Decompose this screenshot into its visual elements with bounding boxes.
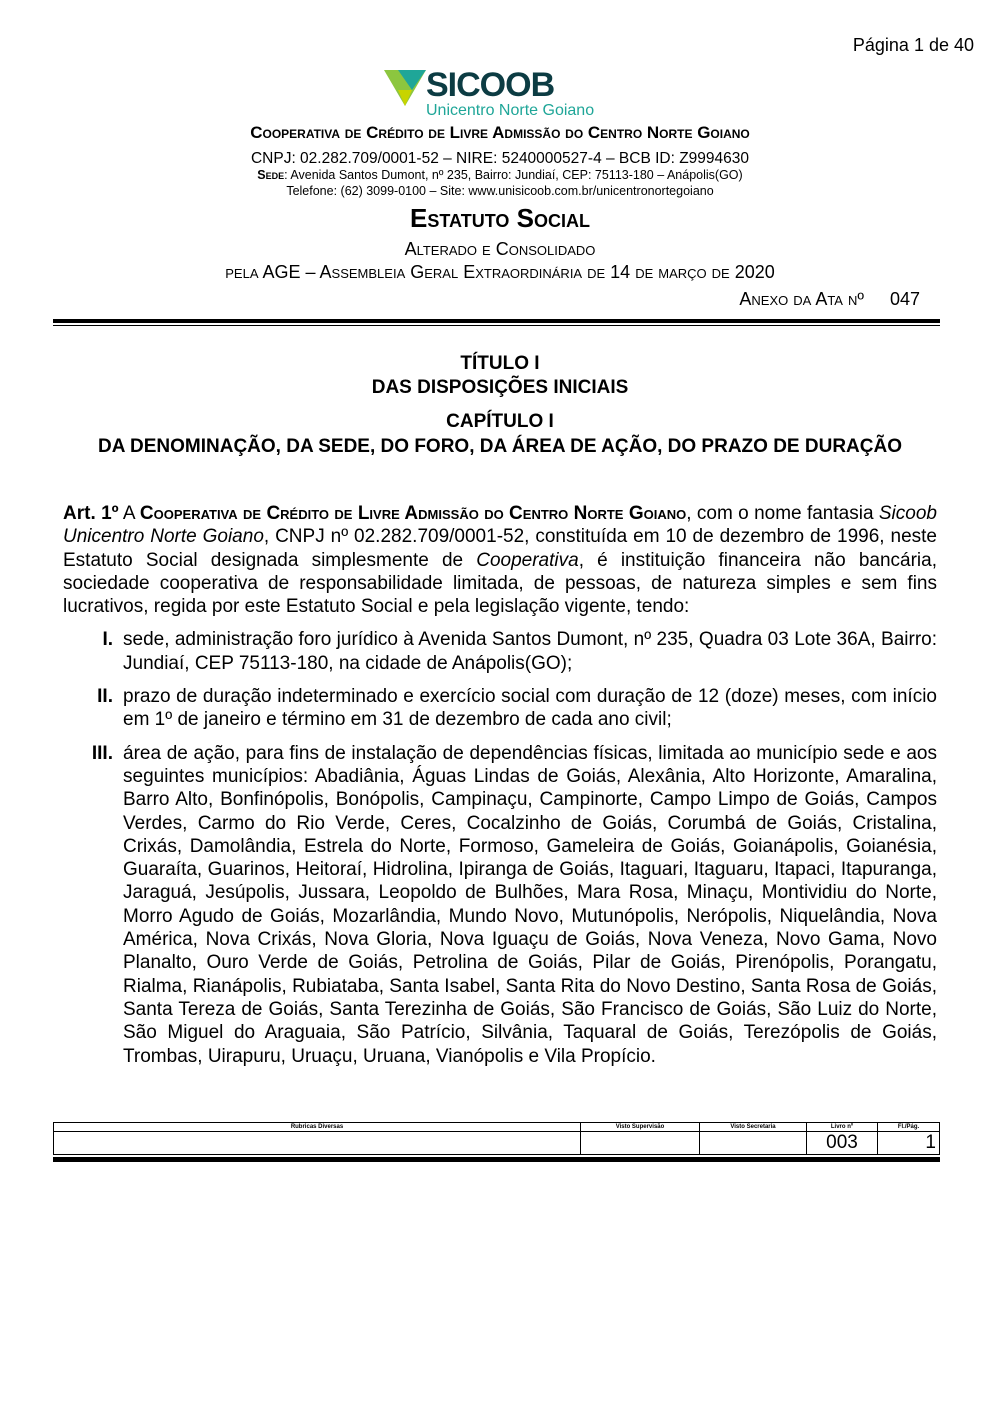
fantasy-name: Sicoob Unicentro Norte Goiano — [63, 503, 937, 548]
header-visto-supervisao: Visto Supervisão — [581, 1123, 700, 1132]
coop-name: Cooperativa de Crédito de Livre Admissão do Centro Norte Goiano — [139, 503, 687, 524]
title-name: DAS DISPOSIÇÕES INICIAIS — [371, 377, 629, 398]
text: A — [118, 503, 140, 524]
text: , CNPJ nº 02.282.709/0001-52, constituída em 10 de dezembro de 1996, neste Estatuto Social designada simplesmente de — [63, 526, 937, 571]
sede-text: : Avenida Santos Dumont, nº 235, Bairro: Jundiaí, CEP: 75113-180 – Anápolis(GO) — [284, 168, 743, 182]
value-rubricas — [54, 1132, 581, 1155]
logo-brand: SICOOB — [426, 66, 555, 104]
header-rule-thin — [53, 325, 940, 326]
title-heading: TÍTULO I — [460, 353, 540, 374]
header-livro: Livro nº — [807, 1123, 878, 1132]
header-folha: Fl./Pág. — [878, 1123, 940, 1132]
value-visto-supervisao — [581, 1132, 700, 1155]
item-text: área de ação, para fins de instalação de dependências físicas, limitada ao município sede e aos seguintes municípios: Abadiânia, Águas Lindas de Goiás, Alexânia, Alto Horizonte, Amaralina, Barro Alto, Bonfinópolis, Bonópolis, Campinaçu, Campinorte, Campo Limpo de Goiás, Campos Verdes, Carmo do Rio Verde, Ceres, Cocalzinho de Goiás, Corumbá de Goiás, Cristalina, Crixás, Damolândia, Estrela do Norte, Formoso, Gameleira de Goiás, Goianápolis, Goianésia, Guaraíta, Guarinos, Heitoraí, Hidrolina, Ipiranga de Goiás, Itaguari, Itaguaru, Itapaci, Itapuranga, Jaraguá, Jesúpolis, Jussara, Leopoldo de Bulhões, Mara Rosa, Minaçu, Montividiu do Norte, Morro Agudo de Goiás, Mozarlândia, Mundo Novo, Mutunópolis, Nerópolis, Niquelândia, Nova América, Nova Crixás, Nova Gloria, Nova Iguaçu de Goiás, Nova Veneza, Novo Gama, Novo Planalto, Ouro Verde de Goiás, Petrolina de Goiás, Pilar de Goiás, Pirenópolis, Porangatu, Rialma, Rianápolis, Rubiataba, Santa Isabel, Santa Rita do Novo Destino, Santa Rosa de Goiás, Santa Tereza de Goiás, Santa Terezinha de Goiás, São Francisco de Goiás, São Luiz do Norte, São Miguel do Araguaia, São Patrício, Silvânia, Taquaral de Goiás, Terezópolis de Goiás, Trombas, Uirapuru, Uruaçu, Uruana, Vianópolis e Vila Propício. — [123, 742, 937, 1067]
item-text: prazo de duração indeterminado e exercício social com duração de 12 (doze) meses, com início em 1º de janeiro e término em 31 de dezembro de cada ano civil; — [123, 686, 937, 731]
annex-line — [739, 289, 920, 310]
chapter-heading: CAPÍTULO I — [446, 411, 554, 432]
list-item — [63, 685, 937, 732]
coop-short: Cooperativa — [476, 549, 579, 571]
value-folha: 1 — [878, 1132, 940, 1155]
cooperative-name: Cooperativa de Crédito de Livre Admissão do Centro Norte Goiano — [250, 123, 750, 142]
article-label: Art. 1º — [63, 503, 119, 524]
address-line — [0, 168, 1000, 182]
subtitle-assembly: pela AGE – Assembleia Geral Extraordinária de 14 de março de 2020 — [225, 262, 775, 282]
header-visto-secretaria: Visto Secretaria — [700, 1123, 807, 1132]
logo-subtitle: Unicentro Norte Goiano — [426, 102, 595, 119]
item-number: I. — [102, 629, 113, 651]
contact-line: Telefone: (62) 3099-0100 – Site: www.unisicoob.com.br/unicentronortegoiano — [286, 184, 714, 198]
header-rubricas: Rubricas Diversas — [54, 1123, 581, 1132]
annex-label: Anexo da Ata nº — [739, 289, 864, 309]
value-livro: 003 — [807, 1132, 878, 1155]
text: , com o nome fantasia — [686, 503, 879, 524]
article-paragraph — [63, 502, 937, 618]
document-title: Estatuto Social — [410, 203, 590, 233]
list-item — [63, 628, 937, 675]
article-1 — [63, 502, 937, 1068]
sicoob-logo — [384, 66, 614, 120]
footer-rule — [53, 1157, 940, 1162]
sicoob-logo-icon — [384, 70, 426, 110]
subtitle-altered: Alterado e Consolidado — [404, 239, 596, 259]
sede-label: Sede — [257, 168, 285, 182]
page-number: Página 1 de 40 — [852, 35, 974, 55]
annex-number: 047 — [889, 289, 920, 309]
item-number: III. — [91, 742, 113, 764]
value-visto-secretaria — [700, 1132, 807, 1155]
ids-line: CNPJ: 02.282.709/0001-52 – NIRE: 5240000527-4 – BCB ID: Z9994630 — [250, 150, 750, 167]
chapter-name: DA DENOMINAÇÃO, DA SEDE, DO FORO, DA ÁREA DE AÇÃO, DO PRAZO DE DURAÇÃO — [97, 436, 902, 457]
signature-table — [53, 1122, 940, 1155]
list-item — [63, 742, 937, 1068]
item-number: II. — [97, 686, 113, 708]
text: , é instituição financeira não bancária, sociedade cooperativa de responsabilidade limitada, de pessoas, de natureza simples e sem fins lucrativos, regida por este Estatuto Social e pela legislação vigente, tendo: — [63, 549, 937, 618]
item-text: sede, administração foro jurídico à Avenida Santos Dumont, nº 235, Quadra 03 Lote 36A, Bairro: Jundiaí, CEP 75113-180, na cidade de Anápolis(GO); — [123, 629, 937, 674]
header-rule-thick — [53, 319, 940, 323]
